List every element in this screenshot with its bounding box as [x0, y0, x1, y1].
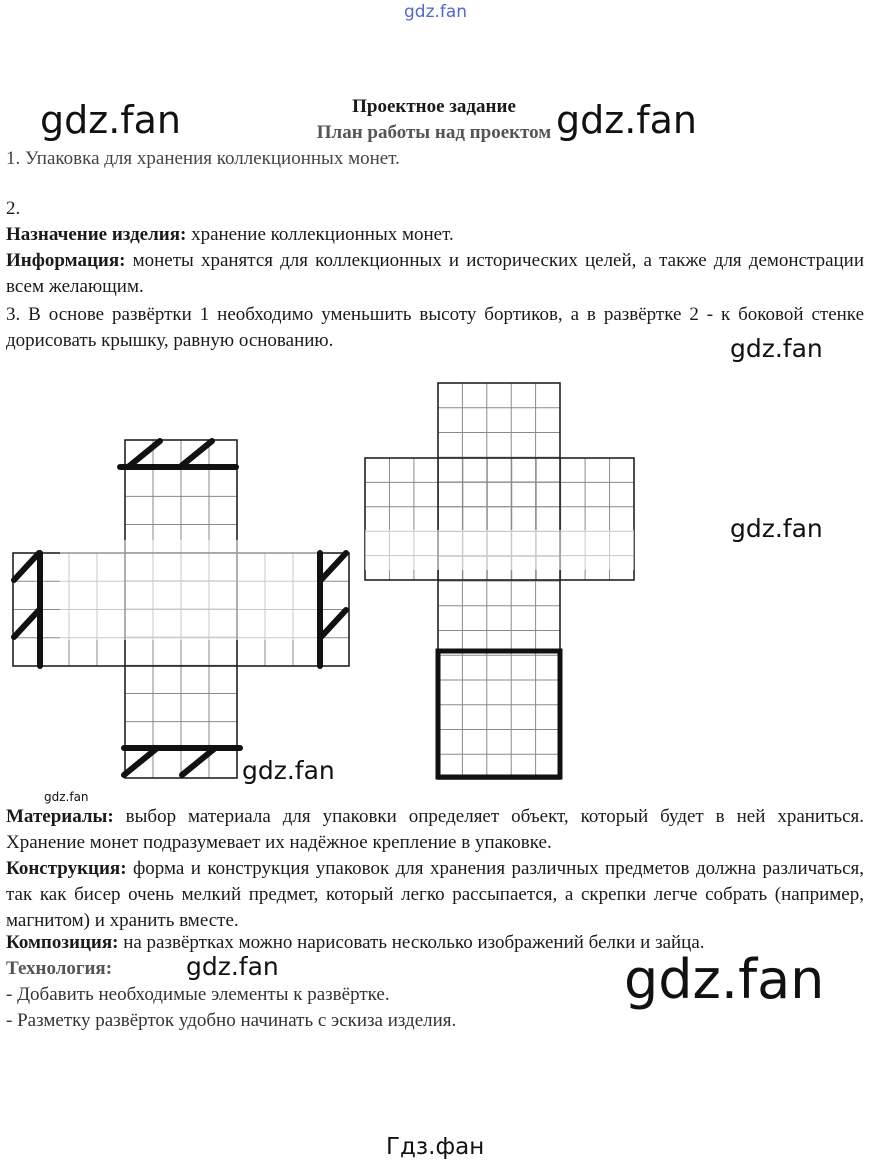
materials-paragraph [6, 804, 864, 856]
tech-line-1: - Добавить необходимые элементы к развёртке. [6, 984, 390, 1005]
info-label: Информация: [6, 250, 126, 271]
item-3: 3. В основе развёртки 1 необходимо уменьшить высоту бортиков, а в развёртке 2 - к боковой стенке дорисовать крышку, равную основанию. [6, 304, 864, 351]
net-2-lid [438, 651, 560, 777]
smudge [365, 530, 634, 570]
watermark: gdz.fan [242, 756, 335, 785]
materials-text: выбор материала для упаковки определяет объект, который будет в ней храниться. Хранение монет подразумевает их надёжное крепление в упаковке. [6, 806, 864, 853]
watermark: gdz.fan [730, 334, 823, 363]
composition-text: на развёртках можно нарисовать несколько изображений белки и зайца. [118, 932, 705, 953]
page-title: Проектное задание [352, 96, 516, 117]
watermark: gdz.fan [730, 514, 823, 543]
construction-text: форма и конструкция упаковок для хранения различных предметов должна различаться, так как бисер очень мелкий предмет, который легко рассыпается, а скрепки легче собрать (например, магнитом) и хранить вместе. [6, 858, 864, 931]
watermark: gdz.fan [186, 952, 279, 981]
composition-paragraph [6, 930, 864, 956]
purpose-label: Назначение изделия: [6, 224, 187, 245]
watermark-large: gdz.fan [624, 948, 825, 1011]
purpose-text: хранение коллекционных монет. [186, 224, 454, 245]
item-1: 1. Упаковка для хранения коллекционных монет. [6, 148, 400, 169]
page-subtitle: План работы над проектом [316, 122, 552, 143]
watermark-top: gdz.fan [404, 2, 468, 22]
technology-label: Технология: [6, 958, 113, 979]
construction-label: Конструкция: [6, 858, 127, 879]
item-2-number: 2. [6, 198, 21, 219]
construction-paragraph [6, 856, 864, 934]
materials-label: Материалы: [6, 806, 114, 827]
tech-line-2: - Разметку развёрток удобно начинать с эскиза изделия. [6, 1010, 457, 1031]
smudge [60, 540, 320, 640]
composition-label: Композиция: [6, 932, 119, 953]
watermark: gdz.fan [40, 98, 182, 142]
watermark-small: gdz.fan [44, 790, 89, 804]
footer-watermark: Гдз.фан [386, 1134, 485, 1160]
info-text: монеты хранятся для коллекционных и исторических целей, а также для демонстрации всем желающим. [6, 250, 864, 297]
watermark: gdz.fan [556, 98, 698, 142]
